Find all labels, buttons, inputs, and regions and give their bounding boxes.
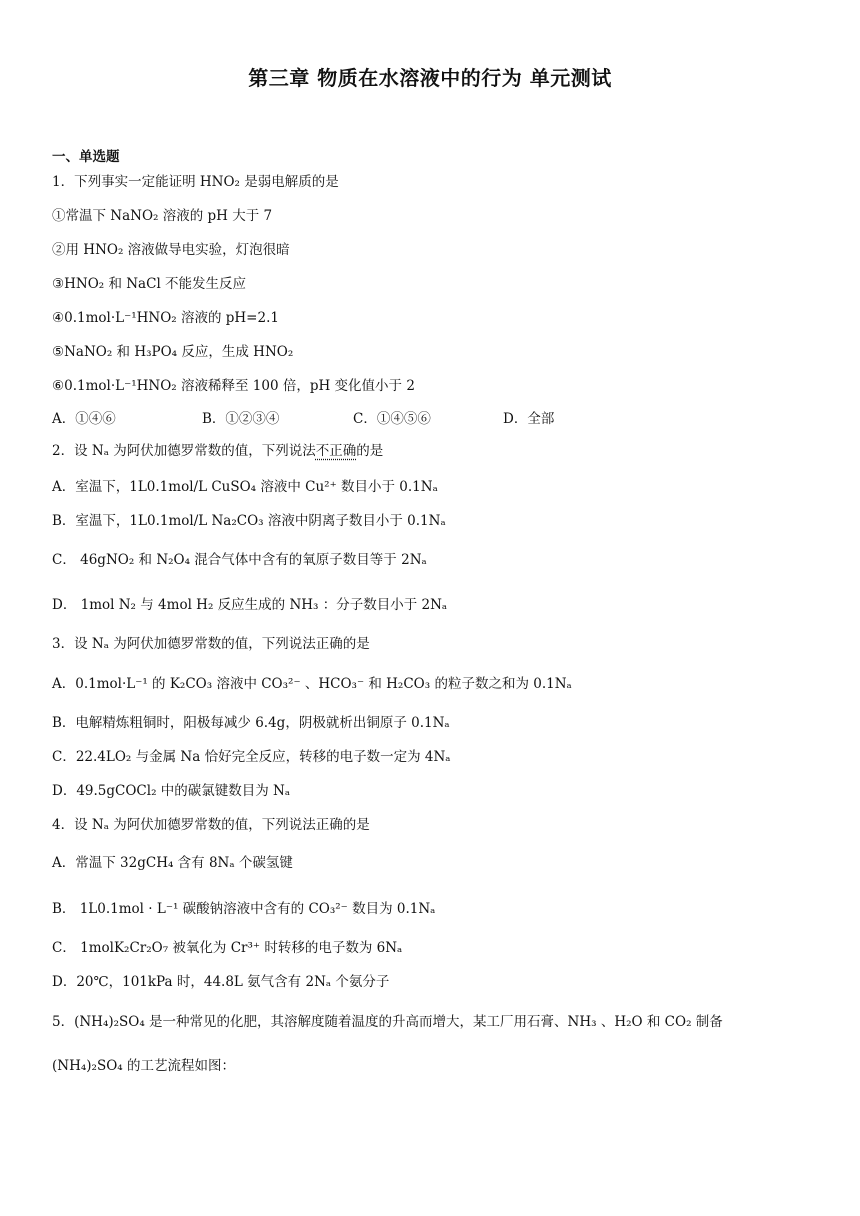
q3-option-a: A．0.1mol·L⁻¹ 的 K₂CO₃ 溶液中 CO₃²⁻ 、HCO₃⁻ 和 H₂CO₃ 的粒子数之和为 0.1Nₐ [52, 676, 572, 692]
q3-option-b: B．电解精炼粗铜时，阳极每减少 6.4g，阴极就析出铜原子 0.1Nₐ [52, 715, 450, 731]
q1-option-a: A．①④⑥ [52, 411, 116, 427]
q1-stem: 1．下列事实一定能证明 HNO₂ 是弱电解质的是 [52, 174, 339, 190]
q2-stem-part: 的是 [356, 443, 384, 459]
q5-stem-line2: (NH₄)₂SO₄ 的工艺流程如图： [52, 1058, 235, 1074]
section-heading: 一、单选题 [52, 149, 120, 165]
q1-item: ③HNO₂ 和 NaCl 不能发生反应 [52, 276, 247, 292]
q4-option-c: C． 1molK₂Cr₂O₇ 被氧化为 Cr³⁺ 时转移的电子数为 6Nₐ [52, 940, 403, 956]
page-title: 第三章 物质在水溶液中的行为 单元测试 [248, 66, 612, 90]
q3-stem: 3．设 Nₐ 为阿伏加德罗常数的值，下列说法正确的是 [52, 636, 370, 652]
q2-stem [52, 441, 383, 461]
q1-option-d: D．全部 [503, 411, 555, 427]
q4-option-d: D．20℃，101kPa 时，44.8L 氨气含有 2Nₐ 个氨分子 [52, 974, 390, 990]
q2-stem-part: 2．设 Nₐ 为阿伏加德罗常数的值，下列说法 [52, 443, 316, 459]
q2-option-a: A．室温下，1L0.1mol/L CuSO₄ 溶液中 Cu²⁺ 数目小于 0.1Nₐ [52, 479, 438, 495]
q4-option-b: B． 1L0.1mol · L⁻¹ 碳酸钠溶液中含有的 CO₃²⁻ 数目为 0.1Nₐ [52, 901, 436, 917]
q2-option-d: D． 1mol N₂ 与 4mol H₂ 反应生成的 NH₃ ：分子数目小于 2Nₐ [52, 597, 448, 613]
q1-option-b: B．①②③④ [202, 411, 280, 427]
q1-item: ②用 HNO₂ 溶液做导电实验，灯泡很暗 [52, 242, 290, 258]
q1-item: ①常温下 NaNO₂ 溶液的 pH 大于 7 [52, 208, 273, 224]
q5-stem-line1: 5．(NH₄)₂SO₄ 是一种常见的化肥，其溶解度随着温度的升高而增大，某工厂用石膏、NH₃ 、H₂O 和 CO₂ 制备 [52, 1014, 723, 1030]
q1-item: ⑤NaNO₂ 和 H₃PO₄ 反应，生成 HNO₂ [52, 344, 294, 360]
q1-item: ⑥0.1mol·L⁻¹HNO₂ 溶液稀释至 100 倍，pH 变化值小于 2 [52, 378, 415, 394]
q1-option-c: C．①④⑤⑥ [353, 411, 431, 427]
q4-stem: 4．设 Nₐ 为阿伏加德罗常数的值，下列说法正确的是 [52, 817, 370, 833]
q4-option-a: A．常温下 32gCH₄ 含有 8Nₐ 个碳氢键 [52, 855, 293, 871]
q3-option-c: C．22.4LO₂ 与金属 Na 恰好完全反应，转移的电子数一定为 4Nₐ [52, 749, 451, 765]
q1-item: ④0.1mol·L⁻¹HNO₂ 溶液的 pH=2.1 [52, 310, 279, 326]
q2-option-b: B．室温下，1L0.1mol/L Na₂CO₃ 溶液中阴离子数目小于 0.1Nₐ [52, 513, 446, 529]
q3-option-d: D．49.5gCOCl₂ 中的碳氯键数目为 Nₐ [52, 783, 291, 799]
q2-stem-emphasis: 不正确 [315, 443, 357, 459]
q2-option-c: C． 46gNO₂ 和 N₂O₄ 混合气体中含有的氧原子数目等于 2Nₐ [52, 552, 427, 568]
